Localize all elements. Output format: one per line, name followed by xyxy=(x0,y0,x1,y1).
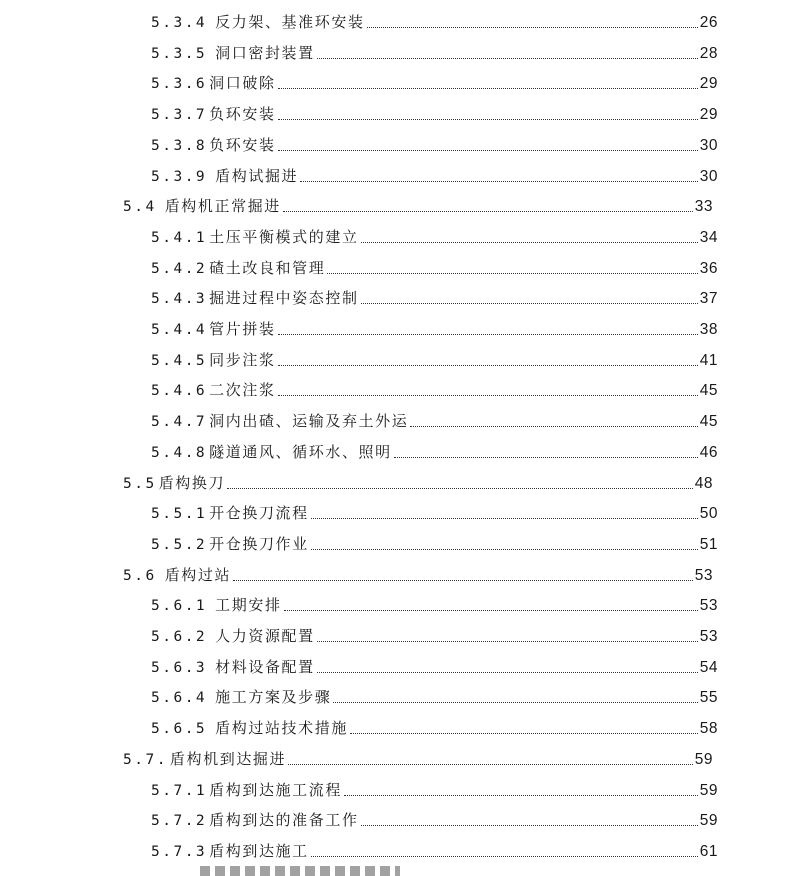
toc-entry-number: 5.5.2 xyxy=(151,536,208,553)
toc-entry-title: 工期安排 xyxy=(215,596,282,615)
toc-subsection-entry[interactable] xyxy=(151,593,718,617)
toc-page-number: 34 xyxy=(699,228,718,246)
toc-entry-title: 负环安装 xyxy=(209,105,276,124)
dot-leader xyxy=(283,211,693,212)
dot-leader xyxy=(278,150,698,151)
dot-leader xyxy=(311,856,698,857)
toc-entry-title: 盾构到达施工 xyxy=(209,841,309,860)
toc-page-number: 38 xyxy=(699,321,718,338)
dot-leader xyxy=(278,365,698,366)
toc-entry-title: 管片拼装 xyxy=(209,320,276,338)
toc-entry-title: 材料设备配置 xyxy=(215,657,315,676)
toc-entry-number: 5.3.7 xyxy=(151,107,208,124)
toc-entry-title: 盾构机正常掘进 xyxy=(164,197,281,216)
toc-entry-number: 5.4.1 xyxy=(151,229,208,246)
toc-page-number: 59 xyxy=(699,812,718,830)
dot-leader xyxy=(367,27,698,28)
toc-entry-title: 同步注浆 xyxy=(209,350,276,369)
toc-subsection-entry[interactable] xyxy=(151,839,718,863)
toc-entry-number: 5.6.2 xyxy=(151,629,208,645)
toc-subsection-entry[interactable] xyxy=(151,501,718,525)
toc-page-number: 33 xyxy=(694,198,713,216)
toc-entry-title: 盾构换刀 xyxy=(158,473,226,492)
toc-entry-number: 5.3.6 xyxy=(151,76,208,93)
toc-subsection-entry[interactable] xyxy=(151,10,718,34)
toc-entry-number: 5.7.1 xyxy=(151,782,208,799)
toc-entry-number: 5.7.3 xyxy=(151,843,208,860)
dot-leader xyxy=(278,395,698,396)
toc-page-number: 30 xyxy=(699,167,718,185)
toc-entry-title: 施工方案及步骤 xyxy=(215,688,332,707)
toc-entry-number: 5.7. xyxy=(123,751,168,768)
toc-entry-title: 盾构过站 xyxy=(164,565,232,584)
toc-entry-number: 5.4.4 xyxy=(151,322,208,338)
toc-subsection-entry[interactable] xyxy=(151,808,718,832)
toc-entry-title: 盾构到达施工流程 xyxy=(209,780,342,799)
toc-entry-title: 人力资源配置 xyxy=(215,627,315,645)
toc-entry-title: 盾构过站技术措施 xyxy=(215,719,348,738)
dot-leader xyxy=(284,610,698,611)
toc-subsection-entry[interactable] xyxy=(151,71,718,95)
toc-entry-title: 土压平衡模式的建立 xyxy=(209,227,359,246)
toc-page-number: 50 xyxy=(699,505,718,523)
dot-leader xyxy=(300,181,698,182)
toc-subsection-entry[interactable] xyxy=(151,317,718,341)
toc-page-number: 59 xyxy=(694,750,713,768)
toc-entry-number: 5.5.1 xyxy=(151,506,208,523)
toc-page-number: 48 xyxy=(694,474,713,492)
dot-leader xyxy=(278,88,698,89)
dot-leader xyxy=(278,334,698,335)
toc-entry-title: 负环安装 xyxy=(209,135,276,154)
toc-entry-title: 盾构试掘进 xyxy=(215,166,299,185)
toc-entry-title: 反力架、基准环安装 xyxy=(215,13,365,31)
toc-entry-title: 二次注浆 xyxy=(209,381,276,400)
toc-subsection-entry[interactable] xyxy=(151,102,718,126)
toc-page-number: 46 xyxy=(699,443,718,461)
toc-subsection-entry[interactable] xyxy=(151,225,718,249)
dot-leader xyxy=(278,119,698,120)
toc-entry-number: 5.3.5 xyxy=(151,45,208,62)
dot-leader xyxy=(233,580,693,581)
toc-subsection-entry[interactable] xyxy=(151,778,718,802)
toc-entry-number: 5.6.1 xyxy=(151,598,208,615)
toc-page-number: 30 xyxy=(699,136,718,154)
toc-entry-title: 洞口密封装置 xyxy=(215,43,315,62)
toc-subsection-entry[interactable] xyxy=(151,532,718,556)
toc-page-number: 45 xyxy=(699,382,718,400)
toc-subsection-entry[interactable] xyxy=(151,409,718,433)
toc-subsection-entry[interactable] xyxy=(151,256,718,280)
dot-leader xyxy=(394,457,698,458)
toc-page-number: 53 xyxy=(699,597,718,615)
toc-subsection-entry[interactable] xyxy=(151,624,718,648)
toc-page-number: 53 xyxy=(699,628,718,645)
dot-leader xyxy=(227,488,693,489)
toc-section-entry[interactable] xyxy=(123,194,713,218)
toc-subsection-entry[interactable] xyxy=(151,286,718,310)
toc-entry-title: 掘进过程中姿态控制 xyxy=(209,289,359,308)
toc-subsection-entry[interactable] xyxy=(151,378,718,402)
toc-page-number: 59 xyxy=(699,781,718,799)
toc-entry-number: 5.4.7 xyxy=(151,414,208,431)
toc-section-entry[interactable] xyxy=(123,563,713,587)
toc-entry-title: 开仓换刀流程 xyxy=(209,504,309,523)
toc-subsection-entry[interactable] xyxy=(151,440,718,464)
dot-leader xyxy=(311,518,698,519)
dot-leader xyxy=(410,426,697,427)
toc-page-number: 41 xyxy=(699,351,718,369)
toc-entry-number: 5.7.2 xyxy=(151,813,208,830)
toc-page-number: 53 xyxy=(694,566,713,584)
dot-leader xyxy=(317,641,698,642)
toc-page-number: 28 xyxy=(699,44,718,62)
toc-subsection-entry[interactable] xyxy=(151,41,718,65)
toc-subsection-entry[interactable] xyxy=(151,685,718,709)
toc-subsection-entry[interactable] xyxy=(151,716,718,740)
dot-leader xyxy=(361,303,698,304)
toc-entry-number: 5.5 xyxy=(123,475,157,492)
toc-entry-number: 5.6 xyxy=(123,567,157,584)
dot-leader xyxy=(317,58,698,59)
toc-section-entry[interactable] xyxy=(123,471,713,495)
dot-leader xyxy=(361,242,698,243)
toc-page-number: 29 xyxy=(699,106,718,124)
dot-leader xyxy=(333,702,697,703)
toc-page-number: 29 xyxy=(699,75,718,93)
toc-page-number: 36 xyxy=(699,259,718,277)
toc-page-number: 61 xyxy=(699,842,718,860)
toc-entry-number: 5.4.8 xyxy=(151,444,208,461)
toc-entry-number: 5.6.5 xyxy=(151,721,208,738)
toc-entry-number: 5.3.4 xyxy=(151,15,208,31)
toc-entry-title: 洞内出碴、运输及弃土外运 xyxy=(209,412,409,431)
toc-entry-title: 盾构到达的准备工作 xyxy=(209,811,359,830)
toc-entry-title: 隧道通风、循环水、照明 xyxy=(209,442,392,461)
toc-page-number: 54 xyxy=(699,658,718,676)
dot-leader xyxy=(344,795,698,796)
dot-leader xyxy=(350,733,698,734)
toc-entry-title: 开仓换刀作业 xyxy=(209,534,309,553)
toc-entry-number: 5.4.6 xyxy=(151,383,208,400)
dot-leader xyxy=(288,764,693,765)
toc-subsection-entry[interactable] xyxy=(151,133,718,157)
dot-leader xyxy=(317,672,698,673)
toc-entry-number: 5.6.3 xyxy=(151,659,208,676)
dot-leader xyxy=(327,273,697,274)
toc-entry-number: 5.4.3 xyxy=(151,291,208,308)
toc-page-number: 37 xyxy=(699,290,718,308)
toc-entry-number: 5.4 xyxy=(123,199,157,216)
toc-entry-number: 5.4.2 xyxy=(151,260,208,277)
toc-page-number: 55 xyxy=(699,689,718,707)
toc-subsection-entry[interactable] xyxy=(151,348,718,372)
dot-leader xyxy=(361,825,698,826)
toc-entry-title: 洞口破除 xyxy=(209,74,276,93)
toc-entry-number: 5.6.4 xyxy=(151,690,208,707)
toc-page-number: 45 xyxy=(699,413,718,431)
toc-entry-title: 碴土改良和管理 xyxy=(209,258,326,277)
toc-entry-title: 盾构机到达掘进 xyxy=(169,749,287,768)
toc-page-number: 58 xyxy=(699,720,718,738)
toc-entry-number: 5.3.9 xyxy=(151,168,208,185)
toc-page-number: 26 xyxy=(699,14,718,31)
toc-section-entry[interactable] xyxy=(123,747,713,771)
toc-page-number: 51 xyxy=(699,535,718,553)
toc-entry-number: 5.4.5 xyxy=(151,352,208,369)
toc-subsection-entry[interactable] xyxy=(151,164,718,188)
toc-subsection-entry[interactable] xyxy=(151,655,718,679)
dot-leader xyxy=(311,549,698,550)
toc-entry-number: 5.3.8 xyxy=(151,137,208,154)
